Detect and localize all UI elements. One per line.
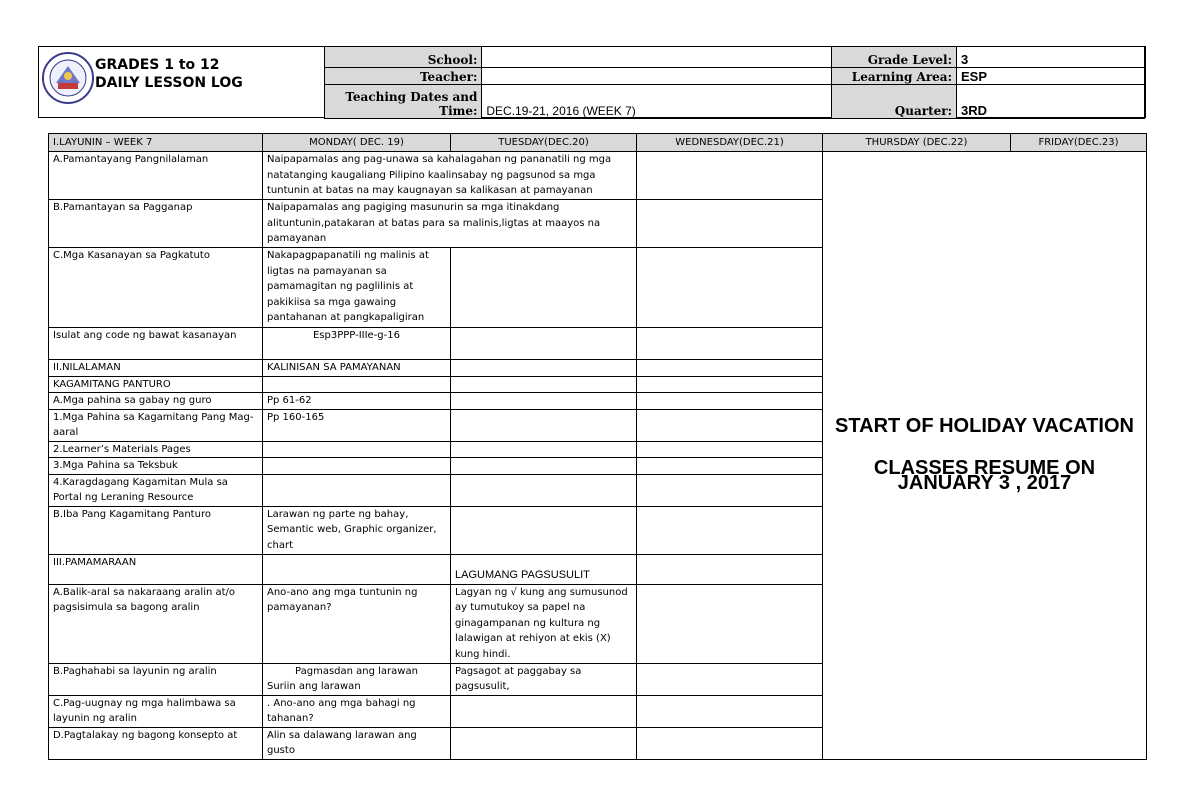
learning-area-field[interactable]: ESP	[957, 68, 1145, 85]
monday-cell-line-1: Pagmasdan ang larawan	[295, 665, 418, 677]
wednesday-cell	[637, 474, 823, 506]
wednesday-cell	[637, 506, 823, 554]
teaching-dates-field[interactable]: DEC.19-21, 2016 (WEEK 7)	[482, 85, 832, 119]
wednesday-cell	[637, 695, 823, 727]
tuesday-cell	[451, 360, 637, 377]
tuesday-cell	[451, 727, 637, 759]
monday-cell: Naipapamalas ang pag-unawa sa kahalagahan ng pananatili ng mga natatanging kaugaliang Pilipino kaalinsabay ng pagsunod sa mga tuntunin at batas na may kaugnayan sa kalikasan at pamayanan	[263, 152, 637, 200]
row-label: 1.Mga Pahina sa Kagamitang Pang Mag-aaral	[49, 409, 263, 441]
title-line-1: GRADES 1 to 12	[95, 57, 220, 73]
monday-cell: KALINISAN SA PAMAYANAN	[263, 360, 451, 377]
teacher-field[interactable]	[482, 68, 832, 85]
tuesday-cell	[451, 393, 637, 410]
monday-cell-line-2: Suriin ang larawan	[267, 681, 361, 692]
column-header-monday: MONDAY( DEC. 19)	[263, 134, 451, 152]
column-header-layunin: I.LAYUNIN – WEEK 7	[49, 134, 263, 152]
column-header-wednesday: WEDNESDAY(DEC.21)	[637, 134, 823, 152]
monday-cell	[263, 474, 451, 506]
wednesday-cell	[637, 584, 823, 663]
wednesday-cell	[637, 458, 823, 475]
column-header-tuesday: TUESDAY(DEC.20)	[451, 134, 637, 152]
teaching-dates-label-line1: Teaching Dates and	[345, 90, 478, 104]
wednesday-cell	[637, 727, 823, 759]
monday-cell	[263, 458, 451, 475]
row-label: KAGAMITANG PANTURO	[49, 376, 263, 393]
row-label: B.Pamantayan sa Pagganap	[49, 200, 263, 248]
row-label: 3.Mga Pahina sa Teksbuk	[49, 458, 263, 475]
row-label: D.Pagtalakay ng bagong konsepto at	[49, 727, 263, 759]
wednesday-cell	[637, 376, 823, 393]
tuesday-cell	[451, 409, 637, 441]
deped-seal-icon	[42, 52, 94, 104]
header-info-table	[324, 46, 1145, 119]
row-label: A.Balik-aral sa nakaraang aralin at/o pagsisimula sa bagong aralin	[49, 584, 263, 663]
wednesday-cell	[637, 328, 823, 360]
teacher-label: Teacher:	[325, 68, 482, 85]
column-header-friday: FRIDAY(DEC.23)	[1011, 134, 1147, 152]
tuesday-cell	[451, 328, 637, 360]
monday-cell: Alin sa dalawang larawan ang gusto	[263, 727, 451, 759]
tuesday-cell	[451, 474, 637, 506]
quarter-field[interactable]: 3RD	[957, 85, 1145, 119]
monday-cell: Naipapamalas ang pagiging masunurin sa mga itinakdang alituntunin,patakaran at batas para sa malinis,ligtas at maayos na pamayanan	[263, 200, 637, 248]
monday-cell: Nakapagpapanatili ng malinis at ligtas na pamayanan sa pamamagitan ng paglilinis at pakikiisa sa mga gawaing pantahanan at pangkapaligiran	[263, 248, 451, 328]
row-label: II.NILALAMAN	[49, 360, 263, 377]
teaching-dates-label	[325, 85, 482, 119]
grade-level-label: Grade Level:	[832, 47, 957, 68]
tuesday-cell: Lagyan ng √ kung ang sumusunod ay tumutukoy sa papel na ginagampanan ng kultura ng lalawigan at rehiyon at ekis (X) kung hindi.	[451, 584, 637, 663]
quarter-label: Quarter:	[832, 85, 957, 119]
tuesday-cell	[451, 695, 637, 727]
school-label: School:	[325, 47, 482, 68]
wednesday-cell	[637, 663, 823, 695]
monday-cell: Esp3PPP-IIIe-g-16	[263, 328, 451, 360]
monday-cell	[263, 376, 451, 393]
wednesday-cell	[637, 554, 823, 584]
holiday-line-3: JANUARY 3 , 2017	[897, 472, 1072, 494]
wednesday-cell	[637, 393, 823, 410]
tuesday-cell	[451, 458, 637, 475]
row-label: 2.Learner’s Materials Pages	[49, 441, 263, 458]
teaching-dates-label-line2: Time:	[439, 104, 478, 118]
title-line-2: DAILY LESSON LOG	[95, 75, 243, 91]
wednesday-cell	[637, 409, 823, 441]
wednesday-cell	[637, 152, 823, 200]
wednesday-cell	[637, 200, 823, 248]
wednesday-cell	[637, 360, 823, 377]
tuesday-cell	[451, 376, 637, 393]
row-label: A.Mga pahina sa gabay ng guro	[49, 393, 263, 410]
tuesday-cell	[451, 506, 637, 554]
holiday-notice	[823, 152, 1147, 760]
row-label: C.Pag-uugnay ng mga halimbawa sa layunin ng aralin	[49, 695, 263, 727]
row-label: B.Paghahabi sa layunin ng aralin	[49, 663, 263, 695]
lesson-log-table	[48, 133, 1147, 760]
column-header-thursday: THURSDAY (DEC.22)	[823, 134, 1011, 152]
monday-cell	[263, 441, 451, 458]
monday-cell: Larawan ng parte ng bahay, Semantic web, Graphic organizer, chart	[263, 506, 451, 554]
monday-cell	[263, 554, 451, 584]
holiday-line-1: START OF HOLIDAY VACATION	[835, 415, 1134, 437]
wednesday-cell	[637, 248, 823, 328]
log-title	[95, 56, 243, 92]
row-label: A.Pamantayang Pangnilalaman	[49, 152, 263, 200]
monday-cell: . Ano-ano ang mga bahagi ng tahanan?	[263, 695, 451, 727]
wednesday-cell	[637, 441, 823, 458]
tuesday-cell	[451, 441, 637, 458]
tuesday-cell	[451, 248, 637, 328]
row-label: B.Iba Pang Kagamitang Panturo	[49, 506, 263, 554]
school-field[interactable]	[482, 47, 832, 68]
row-label: III.PAMAMARAAN	[49, 554, 263, 584]
monday-cell: Ano-ano ang mga tuntunin ng pamayanan?	[263, 584, 451, 663]
holiday-line-2: CLASSES RESUME ON	[873, 456, 1096, 479]
row-label: 4.Karagdagang Kagamitan Mula sa Portal ng Leraning Resource	[49, 474, 263, 506]
monday-cell: Pp 61-62	[263, 393, 451, 410]
tuesday-cell: Pagsagot at paggabay sa pagsusulit,	[451, 663, 637, 695]
row-label: Isulat ang code ng bawat kasanayan	[49, 328, 263, 360]
grade-level-field[interactable]: 3	[957, 47, 1145, 68]
learning-area-label: Learning Area:	[832, 68, 957, 85]
monday-cell	[263, 663, 451, 695]
header-box	[38, 46, 1146, 118]
tuesday-cell: LAGUMANG PAGSUSULIT	[451, 554, 637, 584]
monday-cell: Pp 160-165	[263, 409, 451, 441]
row-label: C.Mga Kasanayan sa Pagkatuto	[49, 248, 263, 328]
